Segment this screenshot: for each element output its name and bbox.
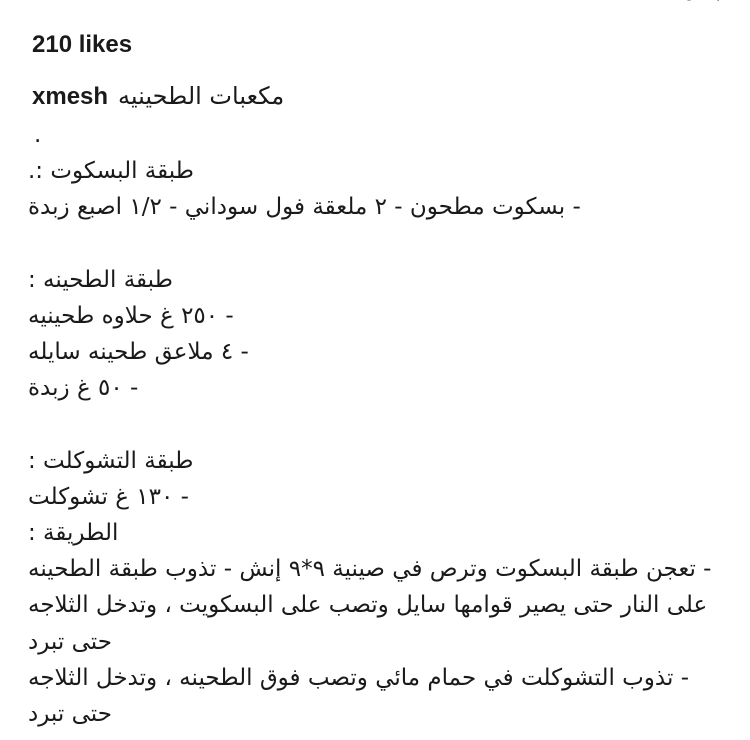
caption-line: طبقة الطحينه : xyxy=(28,266,173,293)
cut-off-action-bar xyxy=(0,0,750,8)
caption-title: مكعبات الطحينيه xyxy=(118,82,285,110)
caption-line: - ٢٥٠ غ حلاوه طحينيه xyxy=(28,302,234,329)
partial-icon xyxy=(30,0,60,2)
caption-header xyxy=(32,79,730,113)
caption-line: طبقة التشوكلت : xyxy=(28,447,194,474)
caption-line: . xyxy=(34,122,42,148)
likes-count[interactable]: 210 likes xyxy=(32,31,133,58)
partial-icon xyxy=(75,0,125,2)
caption-line: - تذوب التشوكلت في حمام مائي وتصب فوق الطحينه ، وتدخل الثلاجه حتى تبرد xyxy=(28,664,690,728)
caption-line: الطريقة : xyxy=(28,520,119,547)
blank-line xyxy=(28,226,718,262)
caption-line: - ١٣٠ غ تشوكلت xyxy=(28,483,189,510)
caption-body xyxy=(28,117,718,732)
caption-line: - ٤ ملاعق طحينه سايله xyxy=(28,339,249,366)
blank-line xyxy=(28,407,718,443)
caption-line: - ٥٠ غ زبدة xyxy=(28,375,139,402)
caption-line: - تعجن طبقة البسكوت وترص في صينية ٩*٩ إنش - تذوب طبقة الطحينه على النار حتى يصير قوامها سايل وتصب على البسكويت ، وتدخل الثلاجه حتى تبرد xyxy=(28,556,712,655)
bookmark-icon[interactable] xyxy=(675,0,725,2)
username-link[interactable]: xmesh xyxy=(32,83,109,110)
caption-line: طبقة البسكوت :. xyxy=(28,158,194,185)
partial-icon xyxy=(190,0,208,2)
caption-line: - بسكوت مطحون - ٢ ملعقة فول سوداني - ١/٢ اصبع زبدة xyxy=(28,194,581,221)
